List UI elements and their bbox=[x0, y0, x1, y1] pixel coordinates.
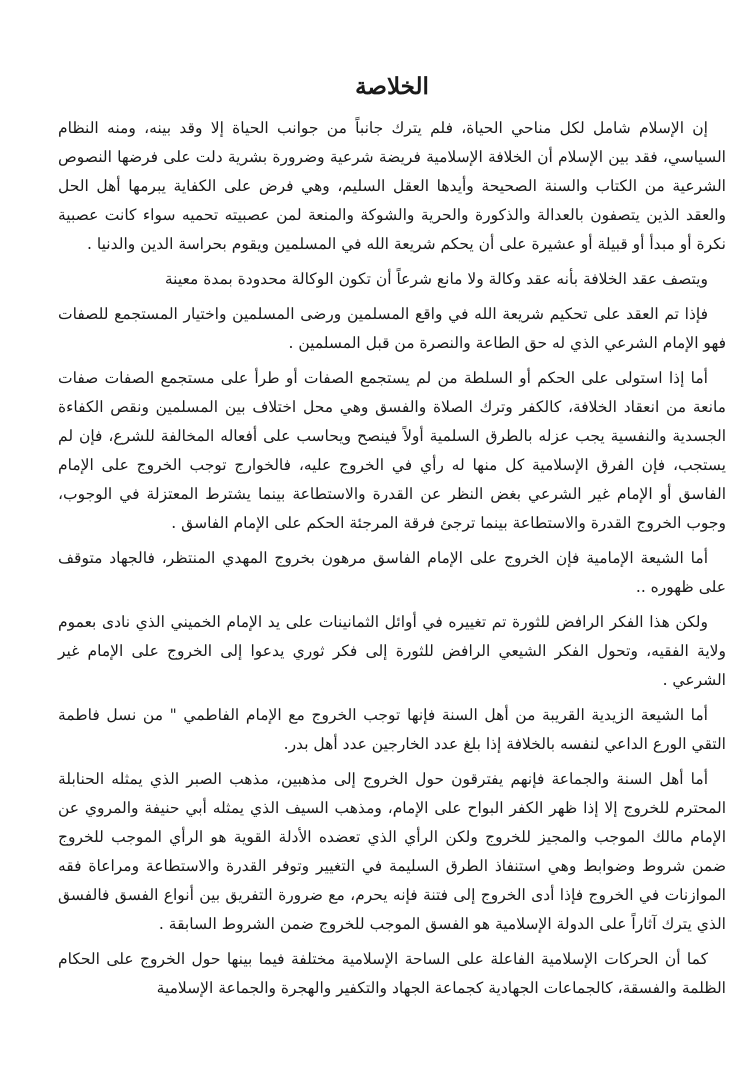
paragraph: أما الشيعة الزيدية القريبة من أهل السنة فإنها توجب الخروج مع الإمام الفاطمي " من نسل فاطمة التقي الورع الداعي لنفسه بالخلافة إذا بلغ عدد الخارجين عدد أهل بدر. bbox=[58, 706, 726, 753]
paragraph: ولكن هذا الفكر الرافض للثورة تم تغييره في أوائل الثمانينات على يد الإمام الخميني الذي نادى بعموم ولاية الفقيه، وتحول الفكر الشيعي الرافض للثورة إلى فكر ثوري يدعوا إلى الخروج على الإمام غير الشرعي . bbox=[58, 613, 726, 689]
paragraph: أما إذا استولى على الحكم أو السلطة من لم يستجمع الصفات أو طرأ على مستجمع الصفات صفات مانعة من انعقاد الخلافة، كالكفر وترك الصلاة والفسق وهي محل اختلاف بين المسلمين ونقص الكفاءة الجسدية والنفسية يجب عزله بالطرق السلمية أولاً فينصح ويحاسب على أفعاله المخالفة للشرع، فإن لم يستجب، فإن الفرق الإسلامية كل منها له رأي في الخروج عليه، فالخوارج توجب الخروج على الإمام الفاسق أو الإمام غير الشرعي بغض النظر عن القدرة والاستطاعة بينما يشترط المعتزلة في الوجوب، وجوب الخروج القدرة والاستطاعة بينما ترجئ فرقة المرجئة الحكم على الإمام الفاسق . bbox=[58, 369, 726, 532]
paragraph: فإذا تم العقد على تحكيم شريعة الله في واقع المسلمين ورضى المسلمين واختيار المستجمع للصفات فهو الإمام الشرعي الذي له حق الطاعة والنصرة من قبل المسلمين . bbox=[58, 305, 726, 352]
paragraph: أما أهل السنة والجماعة فإنهم يفترقون حول الخروج إلى مذهبين، مذهب الصبر الذي يمثله الحنابلة المحترم للخروج إلا إذا ظهر الكفر البواح على الإمام، ومذهب السيف الذي يمثله أبي حنيفة والمروي عن الإمام مالك الموجب والمجيز للخروج ولكن الرأي الذي تعضده الأدلة القوية هو الرأي الموجب للخروج ضمن شروط وضوابط وهي استنفاذ الطرق السليمة في التغيير وتوفر القدرة والاستطاعة ومراعاة فقه الموازنات في الخروج فإذا أدى الخروج إلى فتنة فإنه يحرم، مع ضرورة التفريق بين أنواع الفسق فالفسق الذي يترك آثاراً على الدولة الإسلامية هو الفسق الموجب للخروج ضمن الشروط السابقة . bbox=[58, 770, 726, 933]
paragraph: أما الشيعة الإمامية فإن الخروج على الإمام الفاسق مرهون بخروج المهدي المنتظر، فالجهاد متوقف على ظهوره .. bbox=[58, 549, 726, 596]
document-title: الخلاصة bbox=[355, 73, 429, 100]
paragraph: إن الإسلام شامل لكل مناحي الحياة، فلم يترك جانباً من جوانب الحياة إلا وقد بينه، ومنه النظام السياسي، فقد بين الإسلام أن الخلافة الإسلامية فريضة شرعية وضرورة بشرية دلت على فرضها النصوص الشرعية من الكتاب والسنة الصحيحة وأيدها العقل السليم، وهي فرض على الكفاية يبرمها أهل الحل والعقد الذين يتصفون بالعدالة والذكورة والحرية والشوكة والمنعة لمن عصبيته تحميه سواء كانت عصبية نكرة أو مبدأ أو قبيلة أو عشيرة على أن يحكم شريعة الله في المسلمين ويقوم بحراسة الدين والدنيا . bbox=[58, 119, 726, 253]
document-page bbox=[58, 70, 726, 1009]
paragraph: كما أن الحركات الإسلامية الفاعلة على الساحة الإسلامية مختلفة فيما بينها حول الخروج على الحكام الظلمة والفسقة، كالجماعات الجهادية كجماعة الجهاد والتكفير والهجرة والجماعة الإسلامية bbox=[58, 950, 726, 997]
paragraph: ويتصف عقد الخلافة بأنه عقد وكالة ولا مانع شرعاً أن تكون الوكالة محدودة بمدة معينة bbox=[164, 270, 708, 288]
